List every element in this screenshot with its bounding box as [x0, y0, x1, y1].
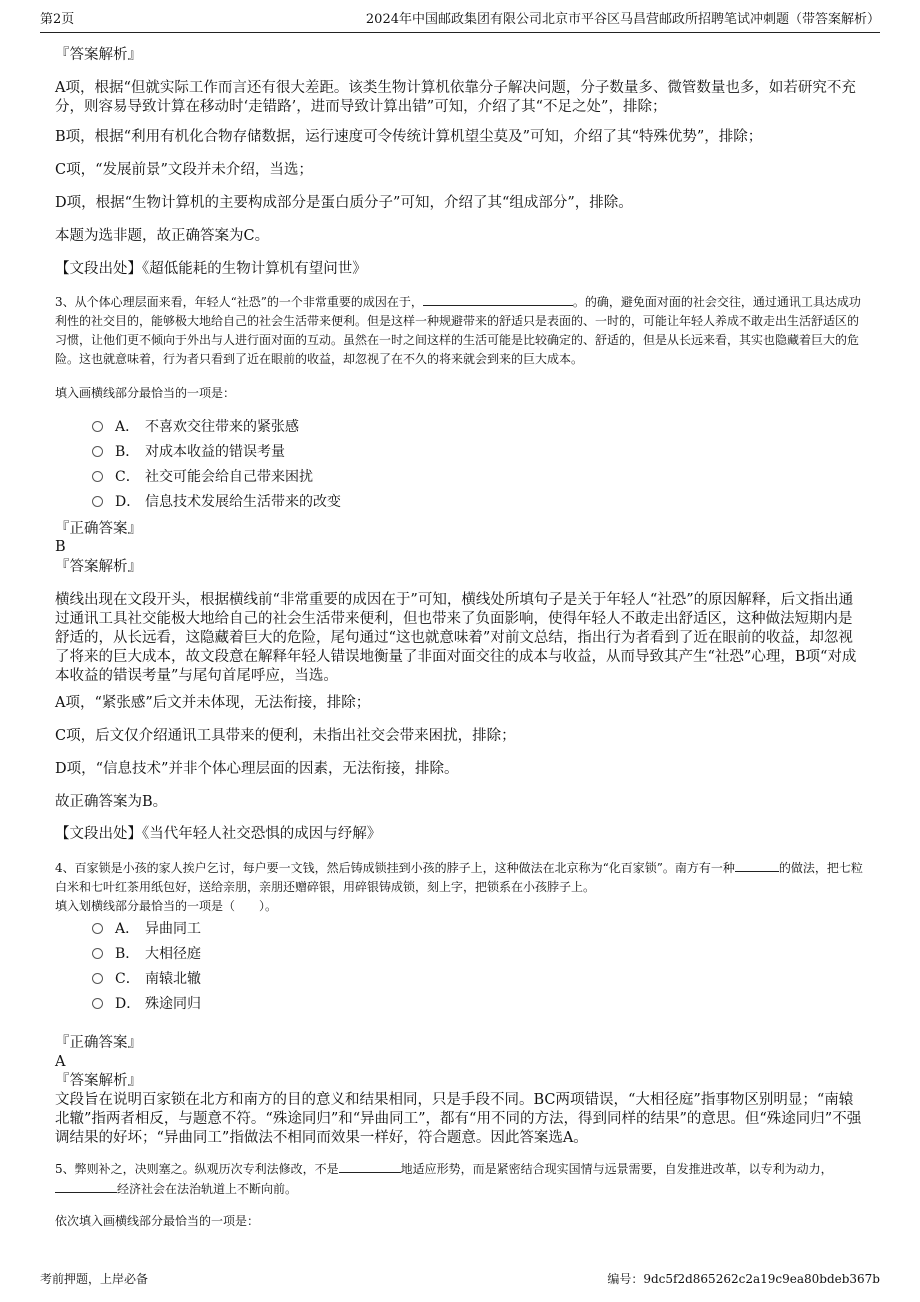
footer-slogan: 考前押题，上岸必备: [40, 1272, 149, 1286]
q5-prompt: 依次填入画横线部分最恰当的一项是：: [55, 1214, 260, 1228]
q2-analysis-b: B项，根据“利用有机化合物存储数据，运行速度可令传统计算机望尘莫及”可知，介绍了其“特殊优势”，排除；: [55, 129, 763, 145]
radio-icon[interactable]: [92, 948, 103, 959]
q5-stem: [55, 1159, 865, 1197]
q2-source: 【文段出处】《超低能耗的生物计算机有望问世》: [55, 261, 367, 277]
q3-source: 【文段出处】《当代年轻人社交恐惧的成因与纾解》: [55, 826, 382, 842]
q2-analysis-c: C项，“发展前景”文段并未介绍，当选；: [55, 162, 313, 178]
q3-conclusion: 故正确答案为B。: [55, 794, 168, 810]
q4-option-b[interactable]: B． 大相径庭: [92, 945, 201, 963]
q4-prompt: 填入划横线部分最恰当的一项是（ ）。: [55, 899, 278, 913]
q3-stem: [55, 292, 865, 368]
q4-analysis-label: 『答案解析』: [55, 1073, 142, 1089]
q4-option-a[interactable]: A． 异曲同工: [92, 920, 201, 938]
q3-analysis-label: 『答案解析』: [55, 559, 142, 575]
q4-option-d[interactable]: D． 殊途同归: [92, 995, 201, 1013]
q3-option-b[interactable]: B． 对成本收益的错误考量: [92, 443, 285, 461]
radio-icon[interactable]: [92, 446, 103, 457]
page-footer: [40, 1271, 880, 1287]
q4-blank[interactable]: [735, 858, 779, 872]
q3-stem-part2: 。的确，避免面对面的社会交往，通过通讯工具达成功利性的社交目的，能够极大地给自己的社会生活带来便利。但是这样一种规避带来的舒适只是表面的、一时的，可能让年轻人养成不敢走出生活舒适区的习惯，让他们更不倾向于外出与人进行面对面的互动。虽然在一时之间这样的生活可能是比较确定的、舒适的，但是从长远来看，其实也隐藏着巨大的危险。这也就意味着，行为者只看到了近在眼前的收益，却忽视了在不久的将来就会到来的巨大成本。: [55, 295, 861, 366]
q4-option-c[interactable]: C． 南辕北辙: [92, 970, 201, 988]
q2-conclusion: 本题为选非题，故正确答案为C。: [55, 228, 270, 244]
page-header: [40, 10, 880, 33]
q3-prompt: 填入画横线部分最恰当的一项是：: [55, 386, 236, 400]
radio-icon[interactable]: [92, 998, 103, 1009]
radio-icon[interactable]: [92, 973, 103, 984]
q3-option-d[interactable]: D． 信息技术发展给生活带来的改变: [92, 493, 341, 511]
radio-icon[interactable]: [92, 496, 103, 507]
q2-analysis-d: D项，根据“生物计算机的主要构成部分是蛋白质分子”可知，介绍了其“组成部分”，排除。: [55, 195, 633, 211]
q3-correct-label: 『正确答案』: [55, 521, 142, 537]
q5-blank-2[interactable]: [55, 1179, 117, 1193]
q3-option-c[interactable]: C． 社交可能会给自己带来困扰: [92, 468, 313, 486]
q3-analysis-a: A项，“紧张感”后文并未体现，无法衔接，排除；: [55, 695, 371, 711]
q4-analysis: 文段旨在说明百家锁在北方和南方的目的意义和结果相同，只是手段不同。BC两项错误，“大相径庭”指事物区别明显；“南辕北辙”指两者相反，与题意不符。“殊途同归”和“异曲同工”，都有“用不同的方法，得到同样的结果”的意思。但“殊途同归”不强调结果的好坏；“异曲同工”指做法不相同而效果一样好，符合题意。因此答案选A。: [55, 1092, 862, 1146]
q3-option-a[interactable]: A． 不喜欢交往带来的紧张感: [92, 418, 299, 436]
q5-stem-part2: 地适应形势，而是紧密结合现实国情与远景需要，自发推进改革，以专利为动力，: [400, 1162, 833, 1176]
radio-icon[interactable]: [92, 923, 103, 934]
q3-correct-answer: B: [55, 539, 66, 555]
q3-analysis-c: C项，后文仅介绍通讯工具带来的便利，未指出社交会带来困扰，排除；: [55, 728, 516, 744]
radio-icon[interactable]: [92, 471, 103, 482]
q3-analysis: 横线出现在文段开头，根据横线前“非常重要的成因在于”可知，横线处所填句子是关于年轻人“社恐”的原因解释，后文指出通过通讯工具社交能极大地给自己的社会生活带来便利，但也带来了负面影响，使得年轻人不敢走出舒适区，这种做法短期内是舒适的，从长远看，这隐藏着巨大的危险，尾句通过“这也就意味着”对前文总结，指出行为者看到了近在眼前的收益，却忽视了将来的巨大成本，故文段意在解释年轻人错误地衡量了非面对面交往的成本与收益，从而导致其产生“社恐”心理，B项“对成本收益的错误考量”与尾句首尾呼应，当选。: [55, 592, 857, 684]
q4-correct-answer: A: [55, 1054, 66, 1070]
radio-icon[interactable]: [92, 421, 103, 432]
q4-correct-label: 『正确答案』: [55, 1035, 142, 1051]
page-number: 第2页: [40, 12, 75, 27]
document-id: 编号：9dc5f2d865262c2a19c9ea80bdeb367b: [607, 1272, 880, 1286]
q4-stem: [55, 858, 865, 896]
q2-analysis-label: 『答案解析』: [55, 47, 142, 63]
q5-stem-part1: 5、弊则补之，决则塞之。纵观历次专利法修改，不是: [55, 1162, 339, 1176]
q5-stem-part3: 经济社会在法治轨道上不断向前。: [117, 1182, 298, 1196]
q3-stem-part1: 3、从个体心理层面来看，年轻人“社恐”的一个非常重要的成因在于，: [55, 295, 423, 309]
q2-analysis-a: A项，根据“但就实际工作而言还有很大差距。该类生物计算机依靠分子解决问题，分子数量多、微管数量也多，如若研究不充分，则容易导致计算在移动时‘走错路’，进而导致计算出错”可知，介绍了其“不足之处”，排除；: [55, 80, 856, 115]
q5-blank-1[interactable]: [339, 1159, 401, 1173]
q3-analysis-d: D项，“信息技术”并非个体心理层面的因素，无法衔接，排除。: [55, 761, 459, 777]
q3-blank[interactable]: [423, 292, 573, 306]
document-title: 2024年中国邮政集团有限公司北京市平谷区马昌营邮政所招聘笔试冲刺题（带答案解析）: [365, 12, 880, 27]
q4-stem-part2: 的做法，把七粒白米和七叶红茶用纸包好，送给亲朋，亲朋还赠碎银，用碎银铸成锁，刻上字，把锁系在小孩脖子上。: [55, 861, 863, 894]
q4-stem-part1: 4、百家锁是小孩的家人挨户乞讨，每户要一文钱，然后铸成锁挂到小孩的脖子上，这种做法在北京称为“化百家锁”。南方有一种: [55, 861, 735, 875]
